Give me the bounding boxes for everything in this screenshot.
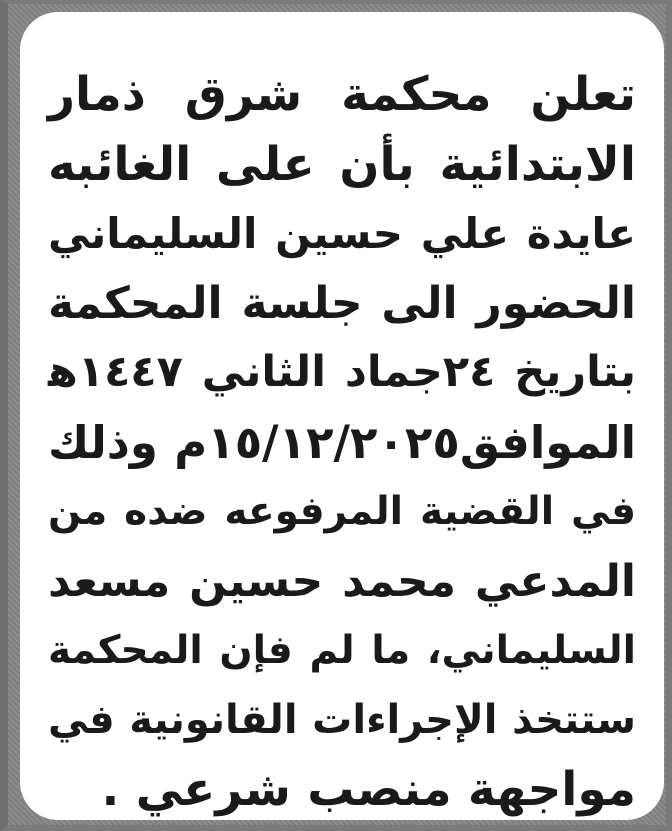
notice-line-3: عايدة علي حسين السليماني: [48, 209, 636, 258]
notice-line-8: المدعي محمد حسين مسعد: [48, 555, 636, 607]
notice-text: [48, 60, 636, 825]
notice-line-7: في القضية المرفوعه ضده من: [48, 489, 636, 534]
notice-line-11: مواجهة منصب شرعي .: [101, 762, 636, 817]
notice-line-6: الموافق١٥/١٢/٢٠٢٥م وذلك: [48, 415, 636, 469]
notice-line-1: تعلن محكمة شرق ذمار: [48, 67, 636, 122]
notice-line-10: ستتخذ الإجراءات القانونية في: [48, 696, 636, 743]
notice-line-2: الابتدائية بأن على الغائبه: [48, 136, 636, 192]
notice-line-9: السليماني، ما لم فإن المحكمة: [48, 628, 636, 673]
notice-line-5: بتاريخ ٢٤جماد الثاني ١٤٤٧ﻫ: [48, 347, 636, 397]
court-notice-card: [20, 12, 664, 820]
notice-line-4: الحضور الى جلسة المحكمة: [48, 277, 636, 329]
